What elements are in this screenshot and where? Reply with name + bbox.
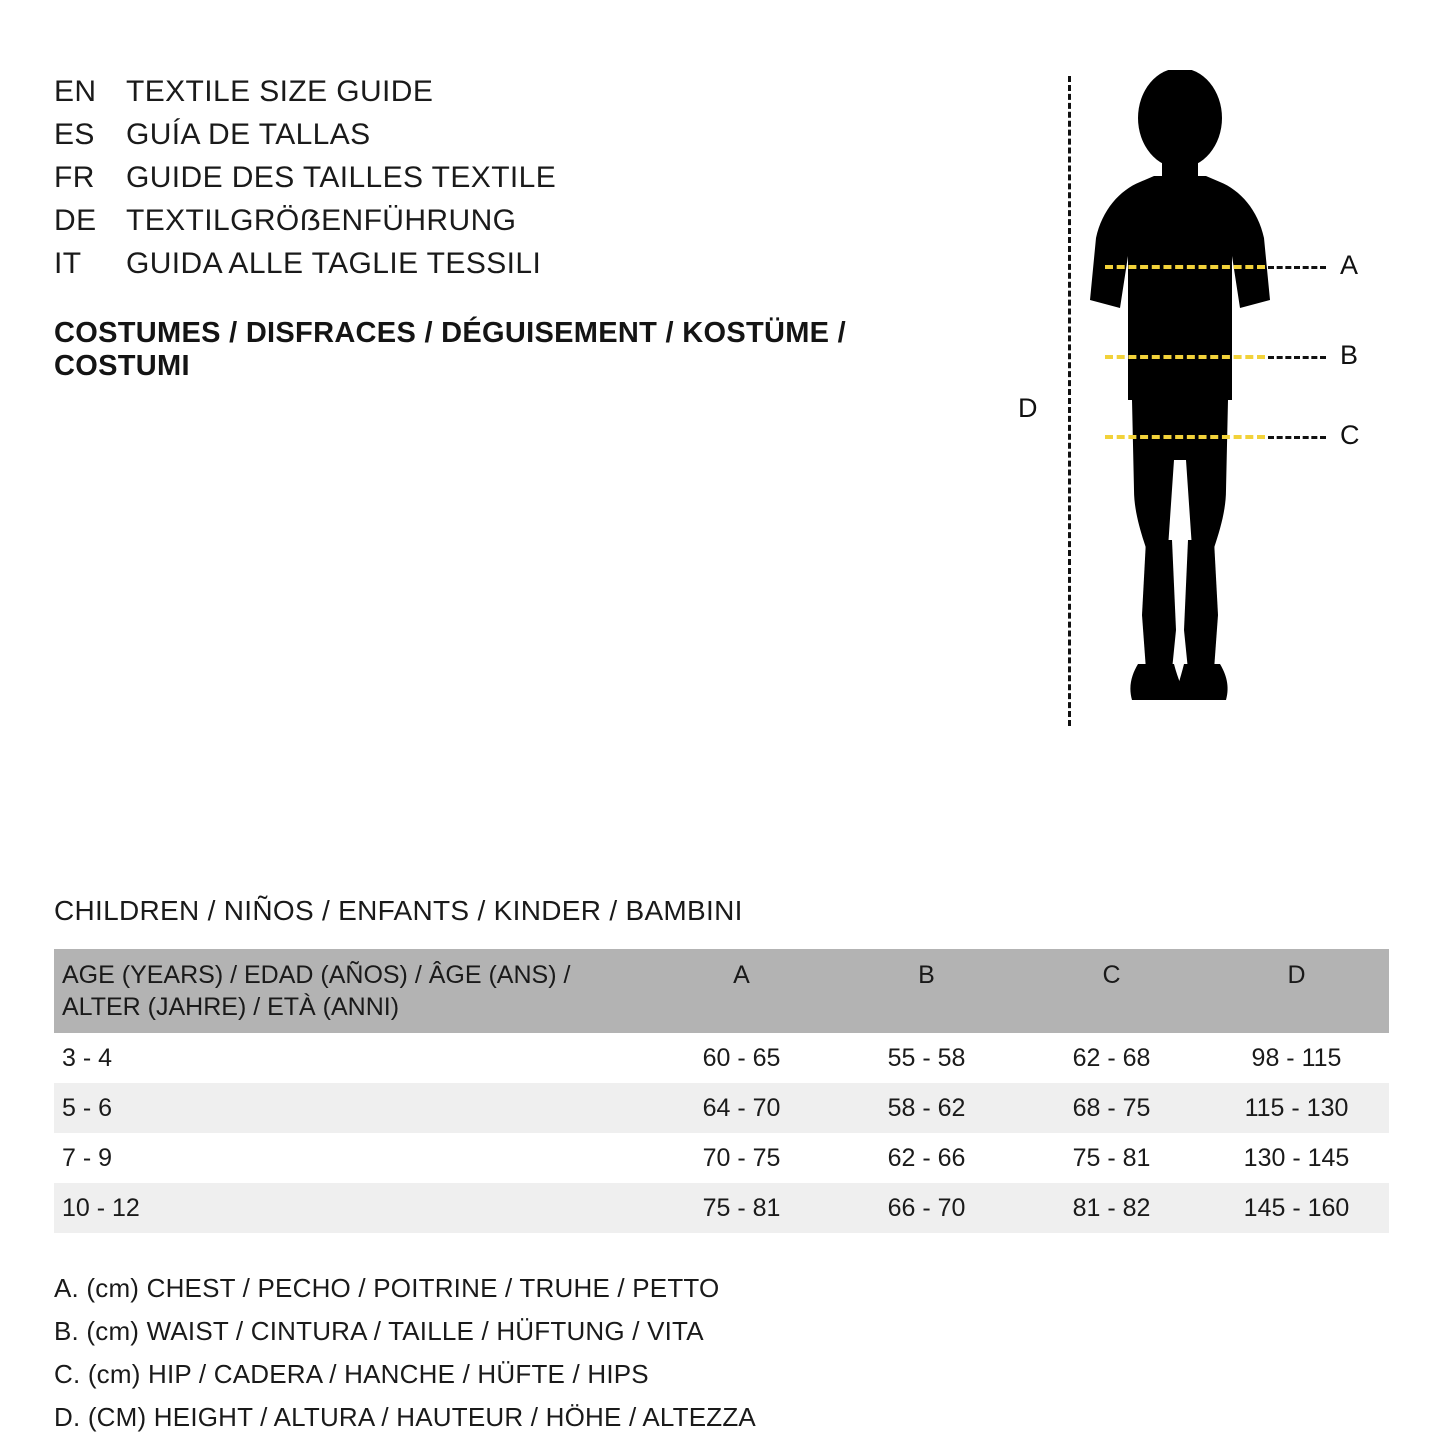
chest-label-a: A <box>1340 250 1359 280</box>
cell-height: 98 - 115 <box>1251 1044 1342 1072</box>
cell-age: 5 - 6 <box>62 1094 113 1122</box>
language-code: EN <box>54 75 97 108</box>
hip-measure-line <box>1105 435 1265 439</box>
cell-waist: 66 - 70 <box>887 1194 966 1222</box>
language-row-de <box>54 199 974 242</box>
legend-line-hip: C. (cm) HIP / CADERA / HANCHE / HÜFTE / HIPS <box>54 1359 649 1389</box>
height-label-d: D <box>1018 393 1038 423</box>
hip-label-c: C <box>1340 420 1360 450</box>
language-title: GUIDE DES TAILLES TEXTILE <box>126 161 557 194</box>
language-row-it <box>54 242 974 285</box>
cell-age: 10 - 12 <box>62 1194 140 1222</box>
cell-waist: 58 - 62 <box>887 1094 966 1122</box>
language-code: DE <box>54 204 97 237</box>
cell-chest: 75 - 81 <box>702 1194 781 1222</box>
cell-age: 7 - 9 <box>62 1144 113 1172</box>
cell-chest: 70 - 75 <box>702 1144 781 1172</box>
language-code: FR <box>54 161 95 194</box>
legend-line-chest: A. (cm) CHEST / PECHO / POITRINE / TRUHE / PETTO <box>54 1273 720 1303</box>
cell-chest: 64 - 70 <box>702 1094 781 1122</box>
cell-hip: 62 - 68 <box>1072 1044 1151 1072</box>
child-silhouette-icon <box>1080 70 1280 720</box>
language-row-en <box>54 70 974 113</box>
category-line: COSTUMES / DISFRACES / DÉGUISEMENT / KOSTÜME / COSTUMI <box>54 317 847 382</box>
height-axis-line <box>1068 76 1071 726</box>
column-header-age: AGE (YEARS) / EDAD (AÑOS) / ÂGE (ANS) / ALTER (JAHRE) / ETÀ (ANNI) <box>54 949 649 1033</box>
cell-hip: 75 - 81 <box>1072 1144 1151 1172</box>
language-title: TEXTILGRÖẞENFÜHRUNG <box>126 204 517 237</box>
cell-waist: 55 - 58 <box>887 1044 966 1072</box>
language-row-es <box>54 113 974 156</box>
legend-block <box>54 1267 1389 1439</box>
table-row <box>54 1033 1389 1083</box>
column-header-c: C <box>1019 949 1204 1033</box>
language-title: GUIDA ALLE TAGLIE TESSILI <box>126 247 542 280</box>
table-row <box>54 1183 1389 1233</box>
waist-label-b: B <box>1340 340 1359 370</box>
cell-age: 3 - 4 <box>62 1044 113 1072</box>
legend-line-waist: B. (cm) WAIST / CINTURA / TAILLE / HÜFTUNG / VITA <box>54 1316 704 1346</box>
cell-height: 115 - 130 <box>1244 1094 1349 1122</box>
table-title: CHILDREN / NIÑOS / ENFANTS / KINDER / BAMBINI <box>54 895 743 926</box>
language-code: IT <box>54 247 82 280</box>
column-header-d: D <box>1204 949 1389 1033</box>
size-table <box>54 949 1389 1233</box>
table-header-row <box>54 949 1389 1033</box>
column-header-a: A <box>649 949 834 1033</box>
header-block <box>54 70 974 383</box>
table-row <box>54 1083 1389 1133</box>
legend-line-height: D. (CM) HEIGHT / ALTURA / HAUTEUR / HÖHE / ALTEZZA <box>54 1402 756 1432</box>
language-code: ES <box>54 118 95 151</box>
cell-chest: 60 - 65 <box>702 1044 781 1072</box>
hip-leader-line <box>1268 436 1326 439</box>
cell-hip: 68 - 75 <box>1072 1094 1151 1122</box>
waist-leader-line <box>1268 356 1326 359</box>
cell-height: 145 - 160 <box>1243 1194 1350 1222</box>
cell-hip: 81 - 82 <box>1072 1194 1151 1222</box>
cell-height: 130 - 145 <box>1243 1144 1350 1172</box>
cell-waist: 62 - 66 <box>887 1144 966 1172</box>
column-header-b: B <box>834 949 1019 1033</box>
language-row-fr <box>54 156 974 199</box>
table-row <box>54 1133 1389 1183</box>
waist-measure-line <box>1105 355 1265 359</box>
language-title: GUÍA DE TALLAS <box>126 118 371 151</box>
language-title: TEXTILE SIZE GUIDE <box>126 75 434 108</box>
chest-leader-line <box>1268 266 1326 269</box>
measurement-figure <box>990 60 1410 740</box>
chest-measure-line <box>1105 265 1265 269</box>
size-table-section <box>54 895 1389 1439</box>
